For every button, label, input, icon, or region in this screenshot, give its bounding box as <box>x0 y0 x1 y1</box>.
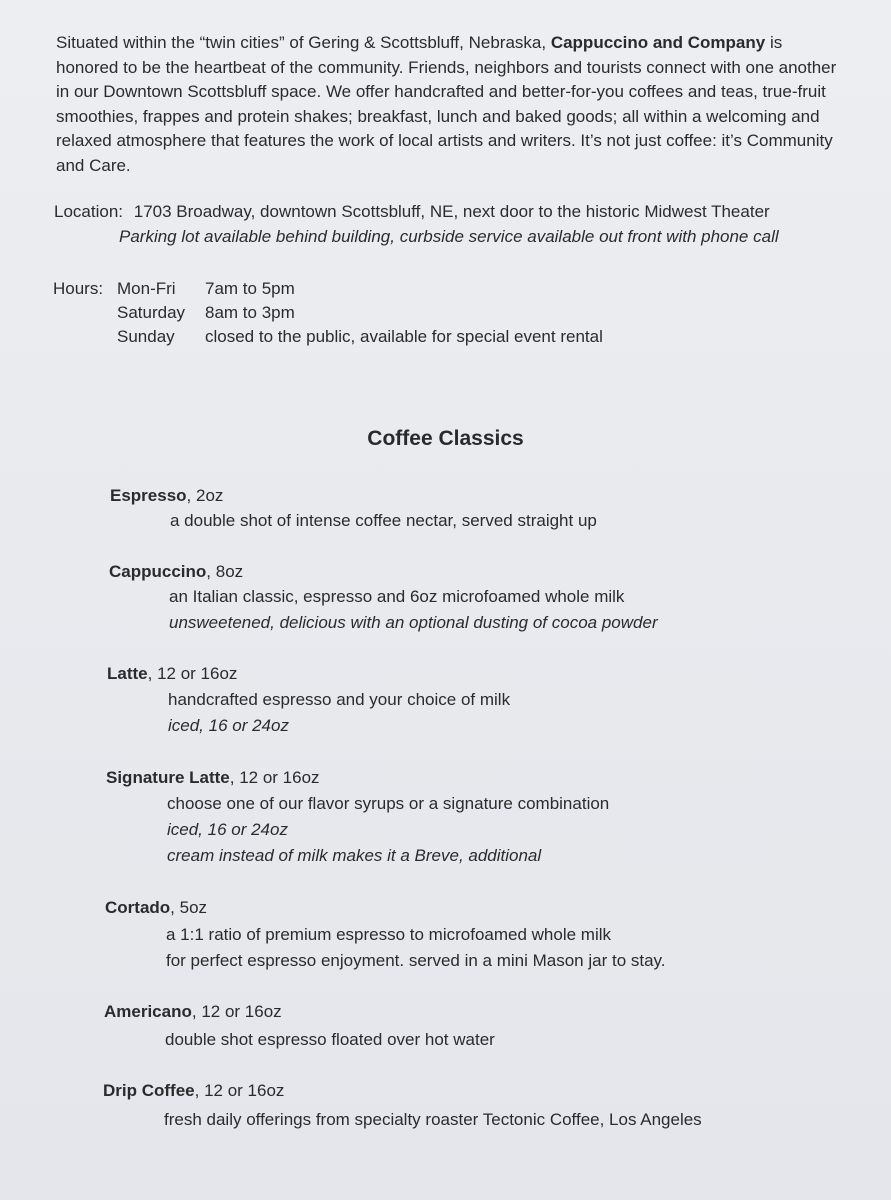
item-size: , 8oz <box>206 562 244 581</box>
item-name: Cappuccino <box>109 562 207 581</box>
item-note: iced, 16 or 24oz <box>167 820 288 839</box>
item-name: Signature Latte <box>106 768 230 787</box>
intro-text-start: Situated within the “twin cities” of Gering & Scottsbluff, Nebraska, <box>56 33 551 52</box>
item-name: Latte <box>107 664 148 683</box>
item-name: Cortado <box>105 898 171 917</box>
item-description: for perfect espresso enjoyment. served in a mini Mason jar to stay. <box>166 951 666 970</box>
hours-day: Sunday <box>117 327 175 346</box>
section-title: Coffee Classics <box>367 427 524 450</box>
item-description: double shot espresso floated over hot water <box>165 1030 495 1049</box>
menu-item-latte <box>107 664 237 684</box>
item-size: , 12 or 16oz <box>194 1081 285 1100</box>
hours-time: 8am to 3pm <box>205 303 295 322</box>
item-size: , 5oz <box>170 898 208 917</box>
hours-label: Hours: <box>53 279 104 298</box>
item-note: unsweetened, delicious with an optional dusting of cocoa powder <box>169 613 658 632</box>
menu-item-signature-latte <box>106 768 320 788</box>
intro-paragraph <box>56 31 846 178</box>
item-size: , 12 or 16oz <box>191 1002 282 1021</box>
location-line <box>54 202 770 222</box>
item-size: , 2oz <box>186 486 224 505</box>
menu-item-americano <box>104 1002 282 1022</box>
brand-name: Cappuccino and Company <box>550 33 766 52</box>
item-note: cream instead of milk makes it a Breve, additional <box>167 846 542 865</box>
hours-day: Saturday <box>117 303 186 322</box>
intro-text-rest: is honored to be the heartbeat of the community. Friends, neighbors and tourists connect with one another in our Downtown Scottsbluff space. We offer handcrafted and better-for-you coffees and teas, true-fruit smoothies, frappes and protein shakes; breakfast, lunch and baked goods; all within a welcoming and relaxed atmosphere that features the work of local artists and writers. It’s not just coffee: it’s Community and Care. <box>56 33 837 175</box>
item-description: a double shot of intense coffee nectar, served straight up <box>170 511 597 530</box>
hours-time: closed to the public, available for special event rental <box>205 327 603 346</box>
item-description: fresh daily offerings from specialty roaster Tectonic Coffee, Los Angeles <box>164 1110 702 1129</box>
hours-time: 7am to 5pm <box>205 279 295 298</box>
menu-item-cappuccino <box>109 562 243 582</box>
location-note: Parking lot available behind building, curbside service available out front with phone call <box>119 227 779 246</box>
menu-item-drip-coffee <box>103 1081 284 1101</box>
item-description: choose one of our flavor syrups or a signature combination <box>167 794 610 813</box>
location-label: Location: <box>54 202 123 221</box>
hours-day: Mon-Fri <box>117 279 176 298</box>
item-size: , 12 or 16oz <box>147 664 238 683</box>
menu-item-espresso <box>110 486 223 506</box>
item-note: iced, 16 or 24oz <box>168 716 289 735</box>
location-address: 1703 Broadway, downtown Scottsbluff, NE, next door to the historic Midwest Theater <box>133 202 770 221</box>
menu-item-cortado <box>105 898 207 918</box>
item-description: an Italian classic, espresso and 6oz microfoamed whole milk <box>169 587 625 606</box>
item-description: a 1:1 ratio of premium espresso to microfoamed whole milk <box>166 925 612 944</box>
item-name: Drip Coffee <box>103 1081 195 1100</box>
item-name: Americano <box>104 1002 192 1021</box>
item-name: Espresso <box>110 486 187 505</box>
item-size: , 12 or 16oz <box>229 768 320 787</box>
item-description: handcrafted espresso and your choice of milk <box>168 690 511 709</box>
